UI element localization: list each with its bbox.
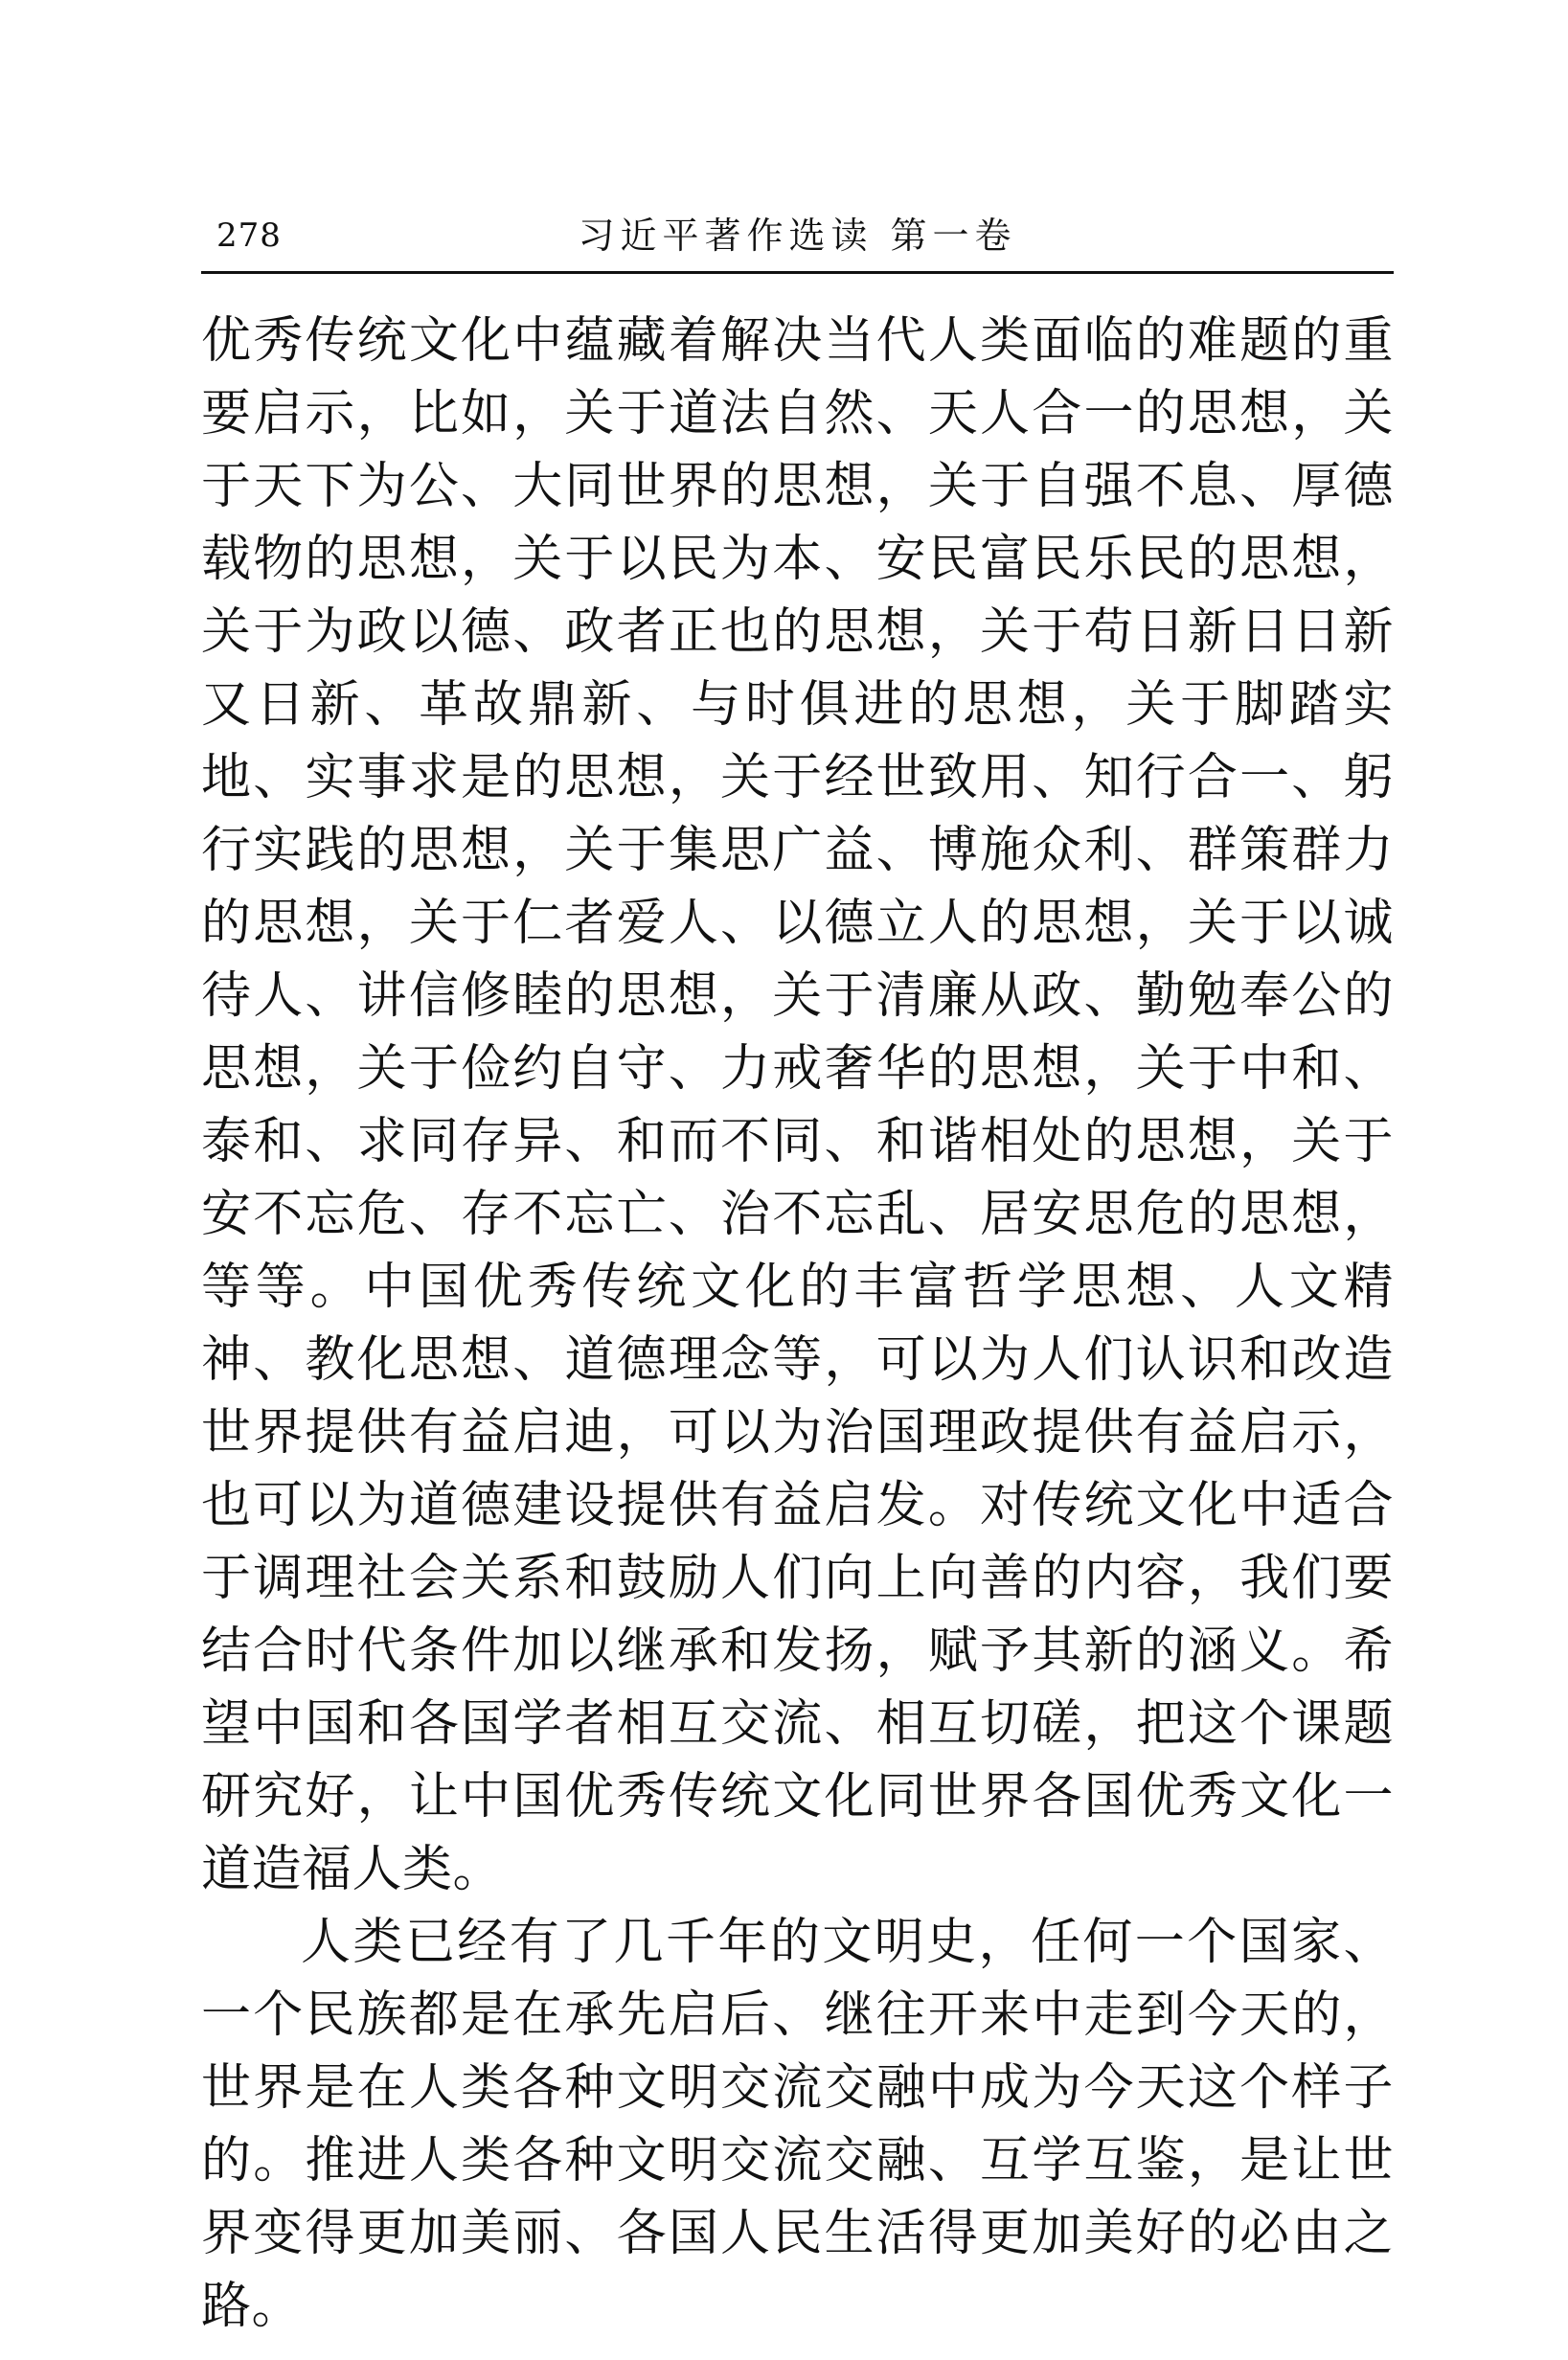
header-divider	[201, 271, 1394, 274]
book-title: 习近平著作选读 第一卷	[578, 215, 1017, 257]
running-header	[201, 209, 1394, 266]
paragraph: 人类已经有了几千年的文明史，任何一个国家、一个民族都是在承先启后、继往开来中走到今天的，世界是在人类各种文明交流交融中成为今天这个样子的。推进人类各种文明交流交融、互学互鉴，是让世界变得更加美丽、各国人民生活得更加美好的必由之路。	[201, 1914, 1394, 2335]
paragraph-continued: 优秀传统文化中蕴藏着解决当代人类面临的难题的重要启示，比如，关于道法自然、天人合一的思想，关于天下为公、大同世界的思想，关于自强不息、厚德载物的思想，关于以民为本、安民富民乐民的思想，关于为政以德、政者正也的思想，关于苟日新日日新又日新、革故鼎新、与时俱进的思想，关于脚踏实地、实事求是的思想，关于经世致用、知行合一、躬行实践的思想，关于集思广益、博施众利、群策群力的思想，关于仁者爱人、以德立人的思想，关于以诚待人、讲信修睦的思想，关于清廉从政、勤勉奉公的思想，关于俭约自守、力戒奢华的思想，关于中和、泰和、求同存异、和而不同、和谐相处的思想，关于安不忘危、存不忘亡、治不忘乱、居安思危的思想，等等。中国优秀传统文化的丰富哲学思想、人文精神、教化思想、道德理念等，可以为人们认识和改造世界提供有益启迪，可以为治国理政提供有益启示，也可以为道德建设提供有益启发。对传统文化中适合于调理社会关系和鼓励人们向上向善的内容，我们要结合时代条件加以继承和发扬，赋予其新的涵义。希望中国和各国学者相互交流、相互切磋，把这个课题研究好，让中国优秀传统文化同世界各国优秀文化一道造福人类。	[201, 312, 1394, 1898]
page-number: 278	[216, 216, 282, 255]
body-text	[201, 305, 1394, 2343]
